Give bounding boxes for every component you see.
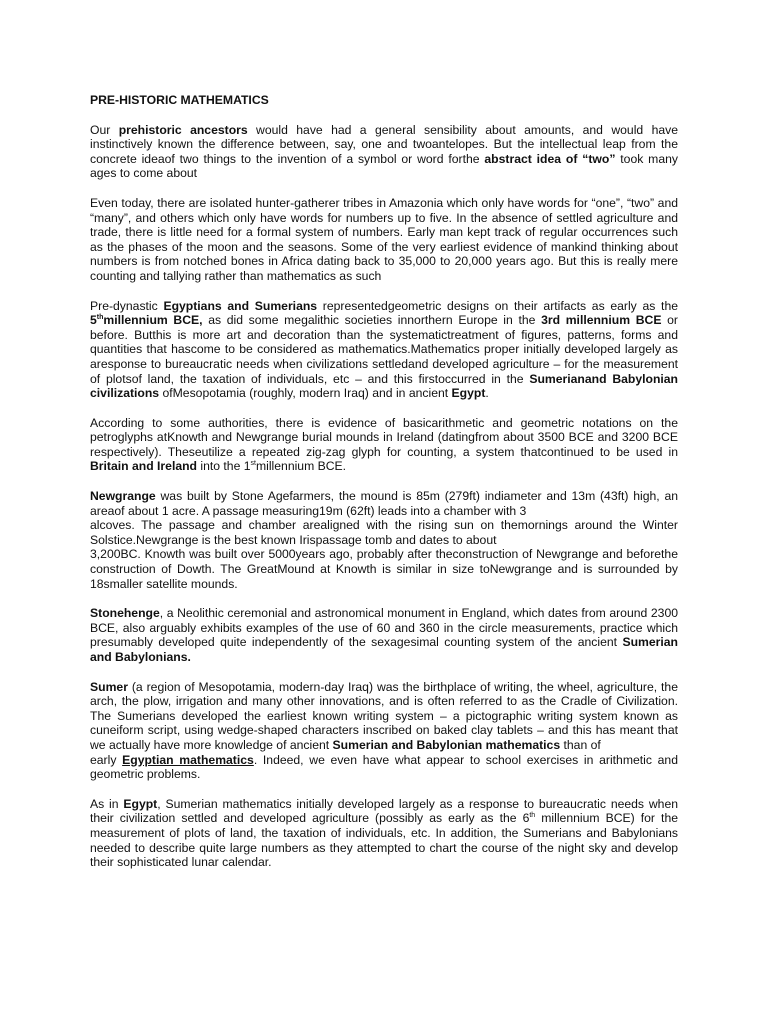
page-title: PRE-HISTORIC MATHEMATICS bbox=[90, 93, 269, 107]
paragraph-sumer: Sumer (a region of Mesopotamia, modern-day Iraq) was the birthplace of writing, the wheel, agriculture, the arch, the plow, irrigation and many other innovations, and is often referred to as the Cradle of Civilization. The Sumerians developed the earliest known writing system – a pictographic writing system known as cuneiform script, using wedge-shaped characters inscribed on baked clay tablets – and this has meant that we actually have more knowledge of ancient Sumerian and Babylonian mathematics than of early Egyptian mathematics. Indeed, we even have what appear to school exercises in arithmetic and geometric problems. bbox=[90, 679, 678, 782]
paragraph-egyptians-sumerians: Pre-dynastic Egyptians and Sumerians representedgeometric designs on their artifacts as early as the 5thmillennium BCE, as did some megalithic societies innorthern Europe in the 3rd millennium BCE or before. Butthis is more art and decoration than the systematictreatment of figures, patterns, forms and quantities that hascome to be considered as mathematics.Mathematics proper initially developed largely as aresponse to bureaucratic needs when civilizations settledand developed agriculture – for the measurement of plotsof land, the taxation of individuals, etc – and this firstoccurred in the Sumerianand Babylonian civilizations ofMesopotamia (roughly, modern Iraq) and in ancient Egypt. bbox=[90, 298, 679, 401]
document-page bbox=[90, 93, 678, 885]
egyptian-mathematics-link[interactable]: Egyptian mathematics bbox=[122, 752, 254, 767]
paragraph-newgrange: Newgrange was built by Stone Agefarmers, the mound is 85m (279ft) indiameter and 13m (43ft) high, an areaof about 1 acre. A passage measuring19m (62ft) leads into a chamber with 3 alcoves. The passage and chamber arealigned with the rising sun on themornings around the Winter Solstice.Newgrange is the best known Irispassage tomb and dates to about 3,200BC. Knowth was built over 5000years ago, probably after theconstruction of Newgrange and beforethe construction of Dowth. The GreatMound at Knowth is similar in size toNewgrange and is surrounded by 18smaller satellite mounds. bbox=[90, 489, 678, 591]
paragraph-hunter-gatherers: Even today, there are isolated hunter-gatherer tribes in Amazonia which only have words for “one”, “two” and “many”, and others which only have words for numbers up to five. In the absence of settled agriculture and trade, there is little need for a formal system of numbers. Early man kept track of regular occurrences such as the phases of the moon and the seasons. Some of the very earliest evidence of mankind thinking about numbers is from notched bones in Africa dating back to 35,000 to 20,000 years ago. But this is really mere counting and tallying rather than mathematics as such bbox=[90, 195, 678, 283]
paragraph-petroglyphs: According to some authorities, there is evidence of basicarithmetic and geometric notations on the petroglyphs atKnowth and Newgrange burial mounds in Ireland (datingfrom about 3500 BCE and 3200 BCE respectively). Theseutilize a repeated zig-zag glyph for counting, a system thatcontinued to be used in Britain and Ireland into the 1stmillennium BCE. bbox=[90, 415, 678, 474]
paragraph-stonehenge: Stonehenge, a Neolithic ceremonial and astronomical monument in England, which dates from around 2300 BCE, also arguably exhibits examples of the use of 60 and 360 in the circle measurements, practice which presumably developed quite independently of the sexagesimal counting system of the ancient Sumerian and Babylonians. bbox=[90, 606, 678, 664]
paragraph-egypt-sumerian-math: As in Egypt, Sumerian mathematics initially developed largely as a response to bureaucratic needs when their civilization settled and developed agriculture (possibly as early as the 6th millennium BCE) for the measurement of plots of land, the taxation of individuals, etc. In addition, the Sumerians and Babylonians needed to describe quite large numbers as they attempted to chart the course of the night sky and develop their sophisticated lunar calendar. bbox=[90, 796, 679, 870]
paragraph-prehistoric-ancestors: Our prehistoric ancestors would have had a general sensibility about amounts, and would have instinctively known the difference between, say, one and twoantelopes. But the intellectual leap from the concrete ideaof two things to the invention of a symbol or word forthe abstract idea of “two” took many ages to come about bbox=[90, 122, 678, 181]
